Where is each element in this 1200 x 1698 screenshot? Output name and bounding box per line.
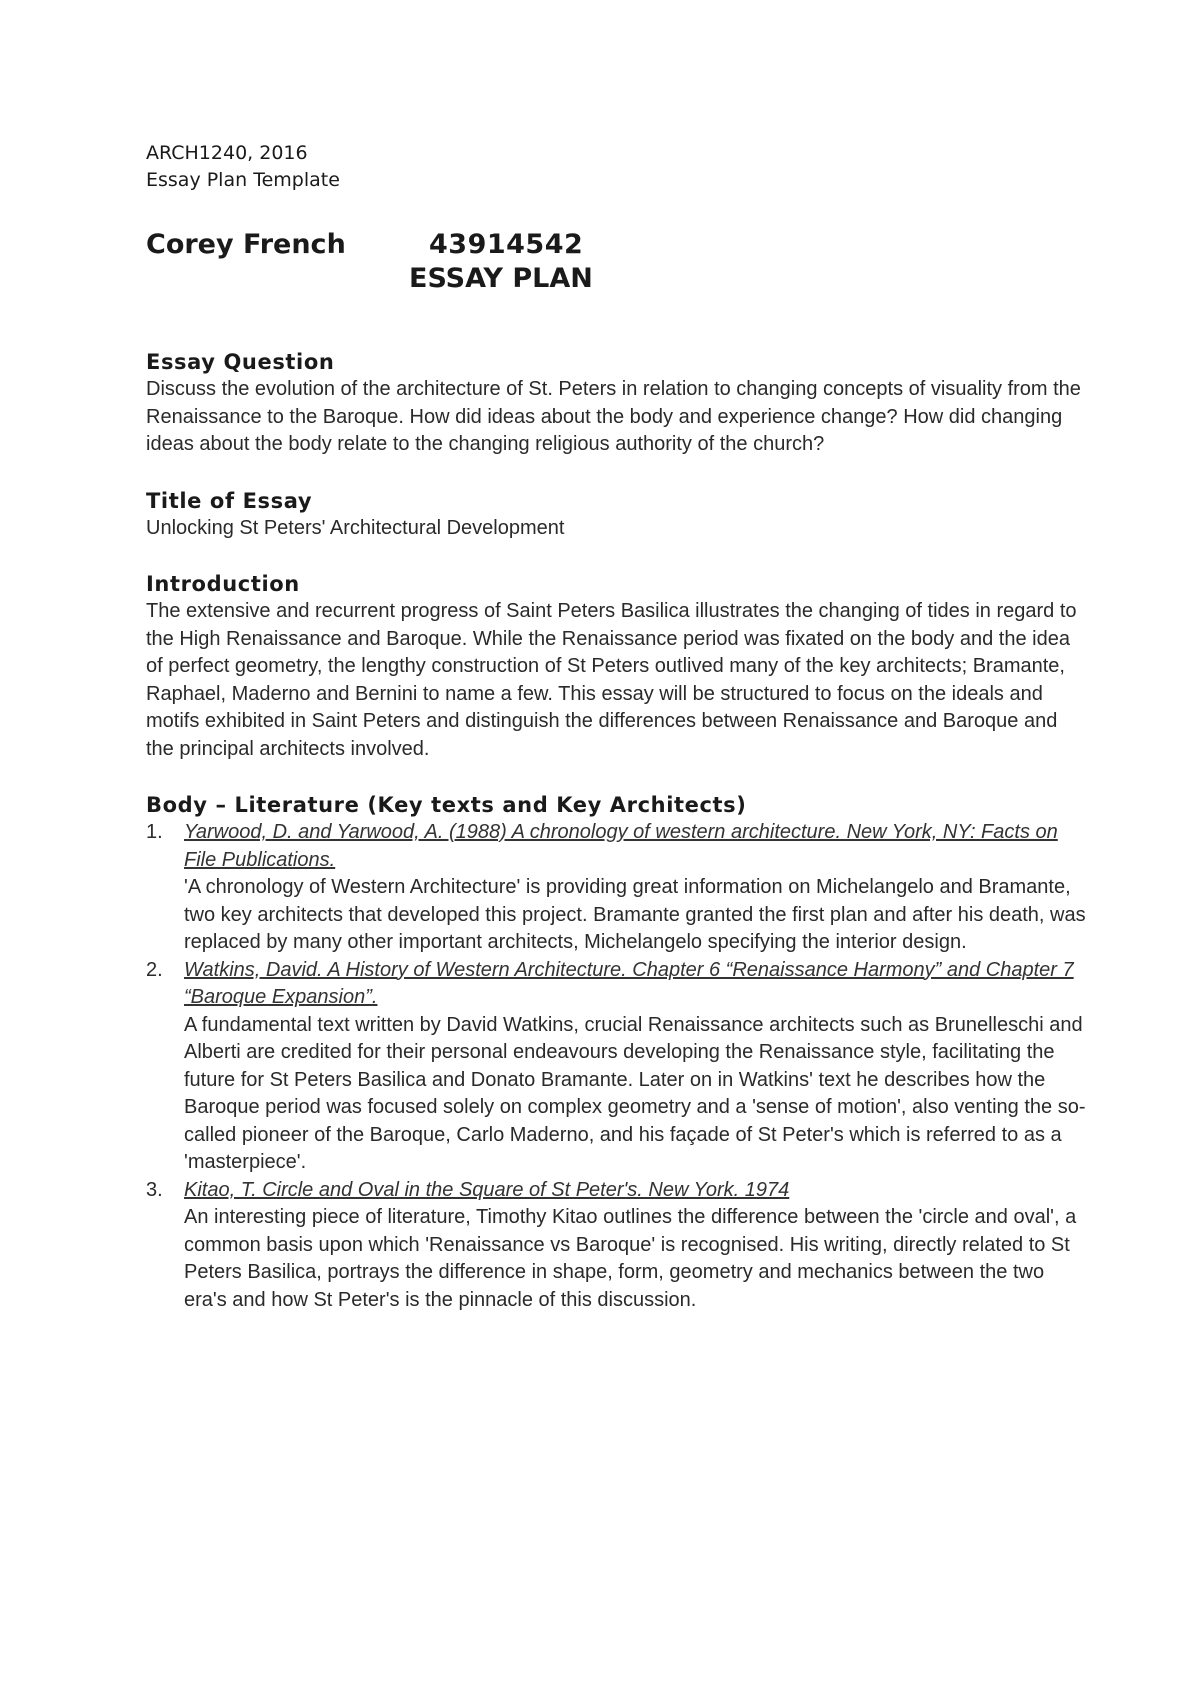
plan-title: ESSAY PLAN: [409, 263, 593, 294]
reference-summary: 'A chronology of Western Architecture' is providing great information on Michelangelo and Bramante, two key architects that developed this project. Bramante granted the first plan and after his death, was replaced by many other important architects, Michelangelo specifying the interior design.: [184, 876, 1086, 953]
essay-title-text: Unlocking St Peters' Architectural Development: [146, 516, 565, 539]
reference-number: 2.: [146, 958, 163, 981]
student-id: 43914542: [429, 229, 584, 260]
course-code: ARCH1240, 2016: [146, 142, 308, 164]
essay-question-text: Discuss the evolution of the architecture of St. Peters in relation to changing concepts of visuality from the Renaissance to the Baroque. How did ideas about the body and experience change? How did changing ideas about the body relate to the changing religious authority of the church?: [146, 378, 1081, 455]
title-heading: Title of Essay: [146, 488, 313, 513]
introduction-section: [146, 570, 1086, 763]
reference-summary: A fundamental text written by David Watkins, crucial Renaissance architects such as Brunelleschi and Alberti are credited for their personal endeavours developing the Renaissance style, facilitating the future for St Peters Basilica and Donato Bramante. Later on in Watkins' text he describes how the Baroque period was focused solely on complex geometry and a 'sense of motion', also venting the so-called pioneer of the Baroque, Carlo Maderno, and his façade of St Peter's which is referred to as a 'masterpiece'.: [184, 1013, 1086, 1173]
reference-summary: An interesting piece of literature, Timothy Kitao outlines the difference between the 'circle and oval', a common basis upon which 'Renaissance vs Baroque' is recognised. His writing, directly related to St Peters Basilica, portrays the difference in shape, form, geometry and mechanics between the two era's and how St Peter's is the pinnacle of this discussion.: [184, 1206, 1077, 1311]
body-heading: Body – Literature (Key texts and Key Architects): [146, 793, 747, 817]
reference-item: [146, 957, 1086, 1177]
student-name: Corey French: [146, 229, 346, 260]
introduction-heading: Introduction: [146, 572, 300, 596]
reference-item: [146, 1177, 1086, 1315]
document-page: [146, 140, 1086, 1314]
introduction-text: The extensive and recurrent progress of Saint Peters Basilica illustrates the changing of tides in regard to the High Renaissance and Baroque. While the Renaissance period was fixated on the body and the idea of perfect geometry, the lengthy construction of St Peters outlived many of the key architects; Bramante, Raphael, Maderno and Bernini to name a few. This essay will be structured to focus on the ideals and motifs exhibited in Saint Peters and distinguish the differences between Renaissance and Baroque and the principal architects involved.: [146, 600, 1077, 760]
reference-number: 3.: [146, 1178, 163, 1201]
student-info-row: [146, 228, 1086, 262]
essay-question-section: [146, 348, 1086, 459]
title-section: [146, 487, 1086, 543]
reference-citation: Yarwood, D. and Yarwood, A. (1988) A chronology of western architecture. New York, NY: Facts on File Publications.: [184, 821, 1058, 871]
reference-citation: Watkins, David. A History of Western Architecture. Chapter 6 “Renaissance Harmony” and Chapter 7 “Baroque Expansion”.: [184, 958, 1074, 1008]
reference-number: 1.: [146, 821, 163, 843]
template-name: Essay Plan Template: [146, 169, 340, 191]
reference-citation: Kitao, T. Circle and Oval in the Square of St Peter's. New York. 1974: [184, 1178, 790, 1201]
essay-question-heading: Essay Question: [146, 350, 335, 374]
reference-item: [146, 819, 1086, 957]
body-literature-section: [146, 791, 1086, 1314]
reference-list: [146, 819, 1086, 1314]
